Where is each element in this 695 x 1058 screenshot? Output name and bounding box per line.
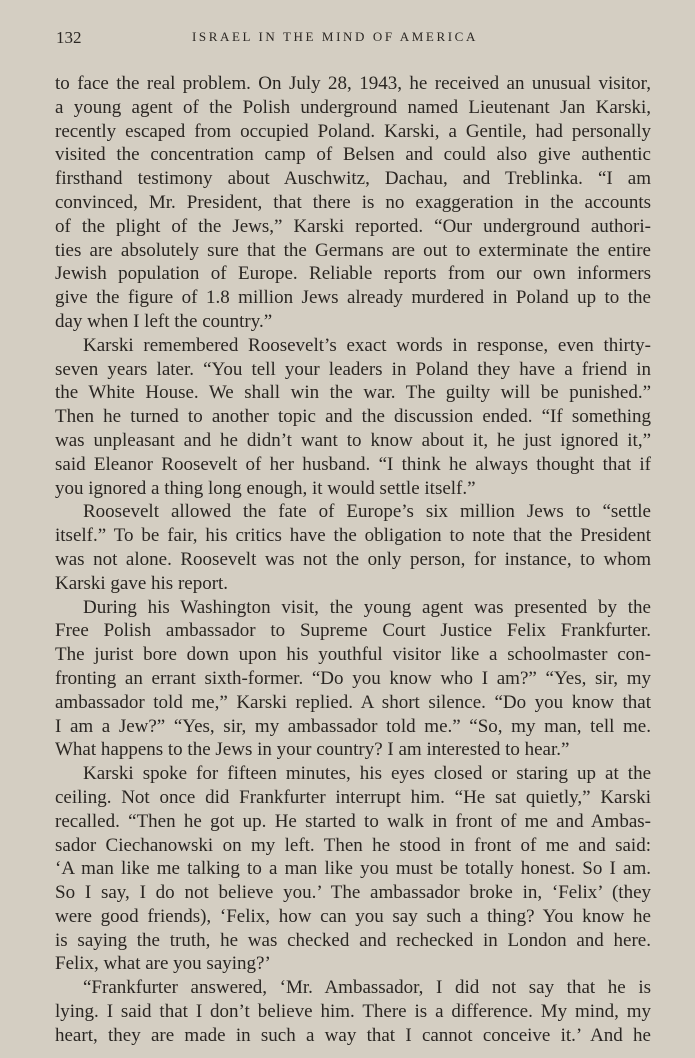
text-line: is saying the truth, he was checked and rechecked in London and here. — [55, 929, 651, 951]
text-line: to face the real problem. On July 28, 1943, he received an unusual visitor, — [55, 73, 651, 94]
text-line: “Frankfurter answered, ‘Mr. Ambassador, I did not say that he is — [83, 977, 651, 999]
text-line: Karski spoke for fifteen minutes, his eyes closed or staring up at the — [83, 763, 651, 785]
text-line: The jurist bore down upon his youthful visitor like a schoolmaster con- — [55, 644, 651, 666]
text-line: convinced, Mr. President, that there is no exaggeration in the accounts — [55, 191, 651, 213]
text-line: So I say, I do not believe you.’ The ambassador broke in, ‘Felix’ (they — [55, 882, 651, 904]
text-line: During his Washington visit, the young agent was presented by the — [83, 596, 651, 618]
text-line: were good friends), ‘Felix, how can you say such a thing? You know he — [55, 905, 651, 927]
text-line: Free Polish ambassador to Supreme Court Justice Felix Frankfurter. — [55, 620, 651, 642]
text-line: sador Ciechanowski on my left. Then he stood in front of me and said: — [55, 834, 651, 856]
text-line: Then he turned to another topic and the discussion ended. “If something — [55, 406, 651, 428]
text-line: ‘A man like me talking to a man like you must be totally honest. So I am. — [55, 858, 651, 880]
text-line: itself.” To be fair, his critics have the obligation to note that the President — [55, 525, 651, 547]
text-line: the White House. We shall win the war. The guilty will be punished.” — [55, 382, 651, 404]
text-line: seven years later. “You tell your leaders in Poland they have a friend in — [55, 358, 651, 380]
text-line: fronting an errant sixth-former. “Do you know who I am?” “Yes, sir, my — [55, 667, 651, 689]
text-line: I am a Jew?” “Yes, sir, my ambassador told me.” “So, my man, tell me. — [55, 715, 651, 737]
text-line: of the plight of the Jews,” Karski reported. “Our underground authori- — [55, 215, 651, 237]
text-line: a young agent of the Polish underground named Lieutenant Jan Karski, — [55, 96, 651, 118]
text-line: ambassador told me,” Karski replied. A short silence. “Do you know that — [55, 691, 651, 713]
text-line: What happens to the Jews in your country? I am interested to hear.” — [55, 739, 570, 761]
text-line: you ignored a thing long enough, it would settle itself.” — [55, 477, 476, 499]
text-line: Karski gave his report. — [55, 572, 229, 594]
text-line: recently escaped from occupied Poland. Karski, a Gentile, had personally — [55, 120, 651, 142]
text-line: Karski remembered Roosevelt’s exact words in response, even thirty- — [83, 334, 651, 356]
text-line: ties are absolutely sure that the Germans are out to exterminate the entire — [55, 239, 651, 261]
text-line: recalled. “Then he got up. He started to walk in front of me and Ambas- — [55, 810, 651, 832]
running-head: ISRAEL IN THE MIND OF AMERICA — [192, 29, 478, 44]
text-line: firsthand testimony about Auschwitz, Dachau, and Treblinka. “I am — [55, 168, 651, 190]
text-line: said Eleanor Roosevelt of her husband. “I think he always thought that if — [55, 453, 651, 475]
text-line: heart, they are made in such a way that I cannot conceive it.’ And he — [55, 1024, 651, 1046]
body-text — [55, 72, 651, 1048]
page-number: 132 — [56, 28, 82, 47]
text-line: was unpleasant and he didn’t want to know about it, he just ignored it,” — [55, 429, 651, 451]
text-line: visited the concentration camp of Belsen and could also give authentic — [55, 144, 651, 166]
text-line: Felix, what are you saying?’ — [55, 953, 271, 975]
text-line: Jewish population of Europe. Reliable reports from our own informers — [55, 263, 651, 285]
text-line: lying. I said that I don’t believe him. There is a difference. My mind, my — [55, 1001, 651, 1023]
text-line: was not alone. Roosevelt was not the only person, for instance, to whom — [55, 548, 651, 570]
text-line: day when I left the country.” — [55, 310, 273, 332]
text-line: Roosevelt allowed the fate of Europe’s six million Jews to “settle — [83, 501, 651, 523]
text-line: give the figure of 1.8 million Jews already murdered in Poland up to the — [55, 287, 651, 309]
text-line: ceiling. Not once did Frankfurter interrupt him. “He sat quietly,” Karski — [55, 786, 651, 808]
